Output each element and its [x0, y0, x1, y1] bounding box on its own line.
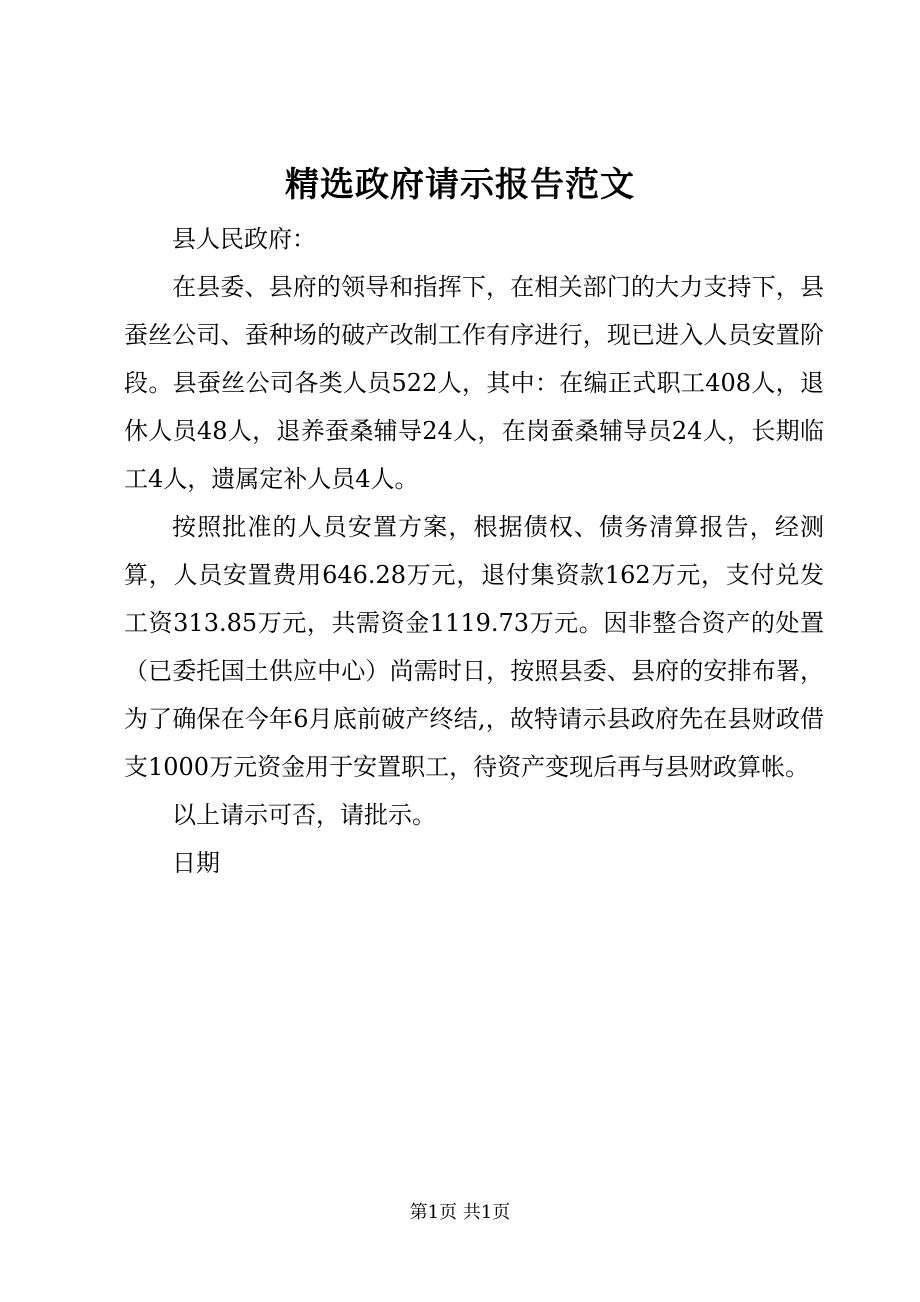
page-footer: 第1页 共1页: [409, 1202, 511, 1223]
page-title: 精选政府请示报告范文: [285, 165, 635, 205]
closing-line: 以上请示可否，请批示。: [172, 801, 436, 829]
paragraph-1: 在县委、县府的领导和指挥下，在相关部门的大力支持下，县蚕丝公司、蚕种场的破产改制工作有序进行，现已进入人员安置阶段。县蚕丝公司各类人员522人，其中：在编正式职工408人，退休人员48人，退养蚕桑辅导24人，在岗蚕桑辅导员24人，长期临工4人，遗属定补人员4人。: [124, 273, 824, 493]
salutation: 县人民政府：: [172, 225, 316, 253]
paragraph-2: 按照批准的人员安置方案，根据债权、债务清算报告，经测算，人员安置费用646.28万元，退付集资款162万元，支付兑发工资313.85万元，共需资金1119.73万元。因非整合资产的处置（已委托国土供应中心）尚需时日，按照县委、县府的安排布署，为了确保在今年6月底前破产终结,，故特请示县政府先在县财政借支1000万元资金用于安置职工，待资产变现后再与县财政算帐。: [124, 513, 824, 781]
date-label: 日期: [172, 849, 220, 877]
document-body: [124, 215, 824, 887]
